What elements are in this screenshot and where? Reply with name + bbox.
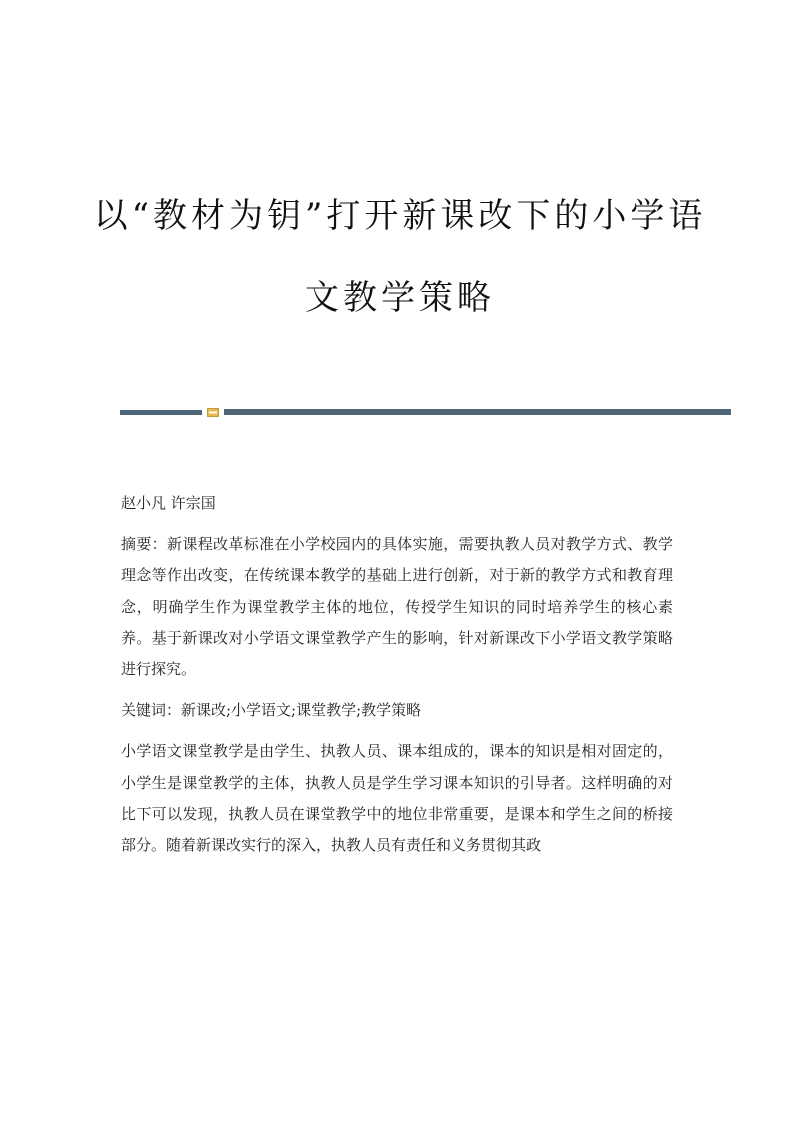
authors: 赵小凡 许宗国 <box>121 494 216 512</box>
keywords-paragraph: 关键词：新课改;小学语文;课堂教学;教学策略 <box>121 701 422 720</box>
divider-bar-left <box>120 410 202 415</box>
body-paragraph: 小学语文课堂教学是由学生、执教人员、课本组成的，课本的知识是相对固定的，小学生是课堂教学的主体，执教人员是学生学习课本知识的引导者。这样明确的对比下可以发现，执教人员在课堂教学中的地位非常重要，是课本和学生之间的桥接部分。随着新课改实行的深入，执教人员有责任和义务贯彻其政 <box>121 742 673 855</box>
divider-bar-right <box>224 409 731 415</box>
abstract-paragraph: 摘要：新课程改革标准在小学校园内的具体实施，需要执教人员对教学方式、教学理念等作出改变，在传统课本教学的基础上进行创新，对于新的教学方式和教育理念，明确学生作为课堂教学主体的地位，传授学生知识的同时培养学生的核心素养。基于新课改对小学语文课堂教学产生的影响，针对新课改下小学语文教学策略进行探究。 <box>121 535 673 679</box>
title-divider <box>120 408 731 416</box>
document-body <box>121 488 673 871</box>
document-title-line-2: 文教学策略 <box>305 278 495 318</box>
document-title-line-1: 以“教材为钥”打开新课改下的小学语 <box>93 196 707 236</box>
divider-ornament-icon <box>207 408 219 417</box>
